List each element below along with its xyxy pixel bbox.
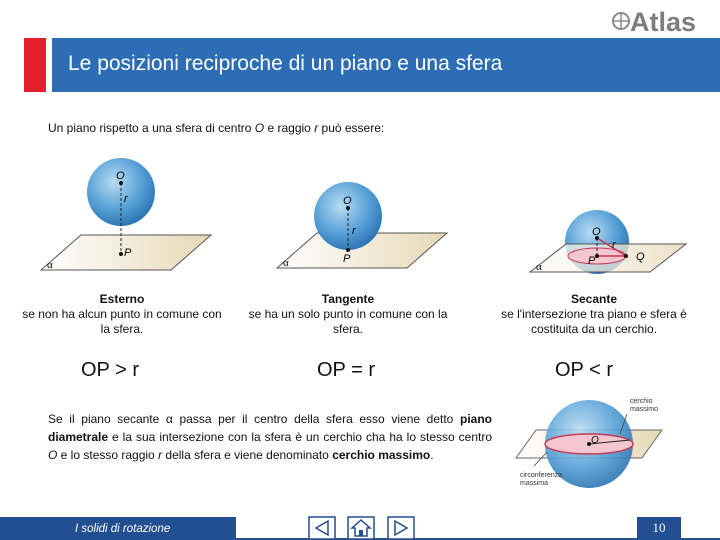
- figure-external: [36, 150, 216, 275]
- case-external: [22, 292, 222, 337]
- diametral-plane-paragraph: Se il piano secante α passa per il centro della sfera esso viene detto piano diametrale e la sua intersezione con la sfera è un cerchio cha ha lo stesso centro O e lo stesso raggio r della sfera e viene denominato cerchio massimo.: [48, 412, 492, 462]
- next-arrow-icon[interactable]: [387, 516, 415, 540]
- svg-text:α: α: [536, 261, 542, 273]
- case-description: se l'intersezione tra piano e sfera è costituita da un cerchio.: [501, 307, 687, 336]
- formula-secant: OP < r: [555, 359, 613, 381]
- svg-text:P: P: [124, 247, 132, 259]
- page-number: 10: [652, 520, 666, 535]
- formula-external: OP > r: [81, 359, 139, 381]
- label-cerchio-massimo: cerchio massimo: [630, 398, 659, 413]
- svg-text:P: P: [588, 255, 596, 267]
- figure-secant: [526, 208, 691, 276]
- svg-text:r: r: [612, 239, 616, 251]
- svg-text:r: r: [124, 193, 128, 205]
- case-heading: Esterno: [99, 292, 145, 306]
- case-secant: [494, 292, 694, 337]
- case-heading: Tangente: [321, 292, 375, 306]
- page-title: Le posizioni reciproche di un piano e una sfera: [68, 52, 503, 75]
- case-description: se ha un solo punto in comune con la sfera.: [248, 307, 448, 336]
- svg-text:O: O: [116, 170, 125, 182]
- svg-text:O: O: [592, 226, 601, 238]
- footer-title: I solidi di rotazione: [75, 523, 171, 535]
- prev-arrow-icon[interactable]: [308, 516, 336, 540]
- case-description: se non ha alcun punto in comune con la sfera.: [22, 307, 222, 336]
- home-icon[interactable]: [347, 516, 375, 540]
- svg-text:Atlas: Atlas: [630, 7, 697, 36]
- svg-text:O: O: [343, 195, 352, 207]
- svg-text:α: α: [283, 257, 289, 269]
- case-tangent: [248, 292, 448, 337]
- formula-tangent: OP = r: [317, 359, 375, 381]
- title-accent: [24, 38, 46, 92]
- figure-tangent: [272, 178, 452, 273]
- svg-text:P: P: [343, 253, 351, 265]
- svg-text:Q: Q: [636, 251, 645, 263]
- svg-text:O: O: [591, 435, 599, 446]
- label-circonferenza-massima: circonferenza massima: [520, 472, 563, 487]
- case-heading: Secante: [570, 292, 618, 306]
- atlas-logo: [608, 4, 698, 36]
- intro-text: Un piano rispetto a una sfera di centro O e raggio r può essere:: [48, 121, 385, 135]
- svg-text:r: r: [352, 225, 356, 237]
- svg-text:α: α: [47, 259, 53, 271]
